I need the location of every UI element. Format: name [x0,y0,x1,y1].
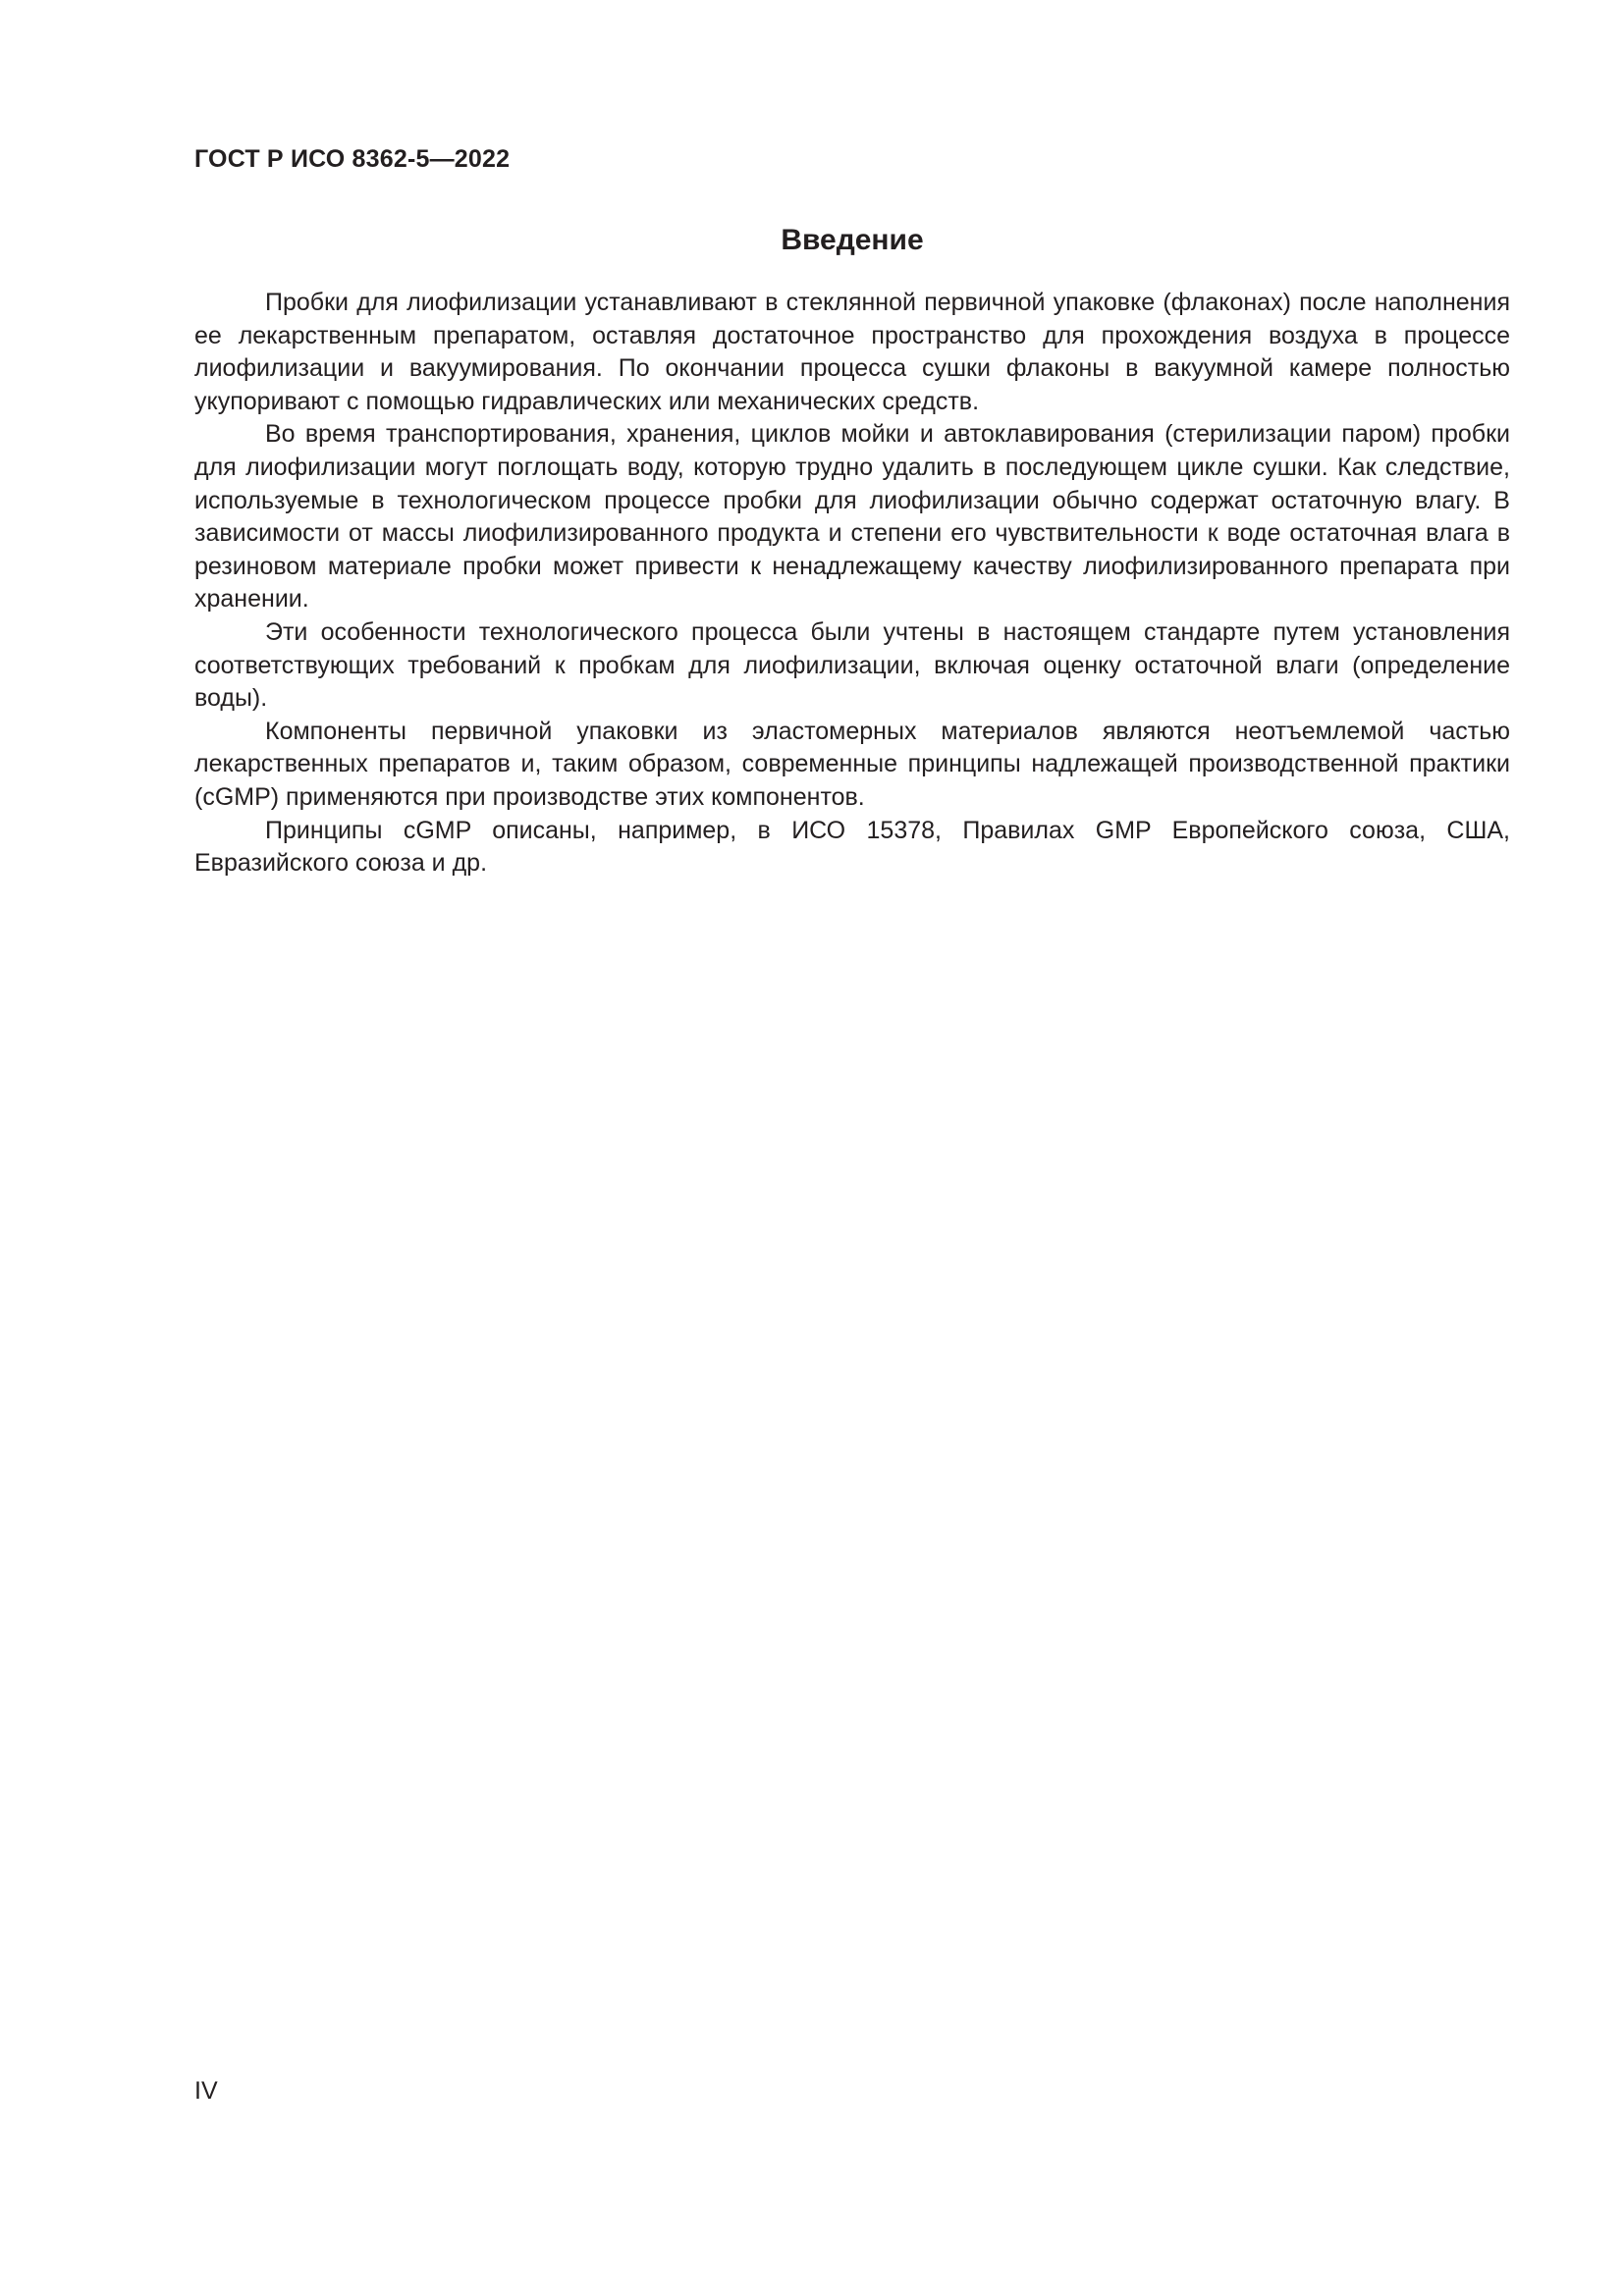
paragraph-1: Пробки для лиофилизации устанавливают в стеклянной первичной упаковке (флаконах) после наполнения ее лекарственным препаратом, оставляя достаточное пространство для прохождения воздуха в процессе лиофилизации и вакуумирования. По окончании процесса сушки флаконы в вакуумной камере полностью укупоривают с помощью гидравлических или механических средств. [194,289,1510,415]
paragraph-4: Компоненты первичной упаковки из эластомерных материалов являются неотъемлемой частью лекарственных препаратов и, таким образом, современные принципы надлежащей производственной практики (cGMP) применяются при производстве этих компонентов. [194,717,1510,811]
paragraph-5: Принципы cGMP описаны, например, в ИСО 15378, Правилах GMP Европейского союза, США, Евразийского союза и др. [194,816,1510,878]
paragraph-3: Эти особенности технологического процесса были учтены в настоящем стандарте путем установления соответствующих требований к пробкам для лиофилизации, включая оценку остаточной влаги (определение воды). [194,617,1510,713]
standard-designation: ГОСТ Р ИСО 8362-5—2022 [194,145,511,173]
introduction-body [194,287,1510,881]
page-number: IV [194,2077,218,2105]
paragraph-2: Во время транспортирования, хранения, циклов мойки и автоклавирования (стерилизации паром) пробки для лиофилизации могут поглощать воду, которую трудно удалить в последующем цикле сушки. Как следствие, используемые в технологическом процессе пробки для лиофилизации обычно содержат остаточную влагу. В зависимости от массы лиофилизированного продукта и степени его чувствительности к воде остаточная влага в резиновом материале пробки может привести к ненадлежащему качеству лиофилизированного препарата при хранении. [194,420,1510,614]
section-title: Введение [781,224,924,256]
